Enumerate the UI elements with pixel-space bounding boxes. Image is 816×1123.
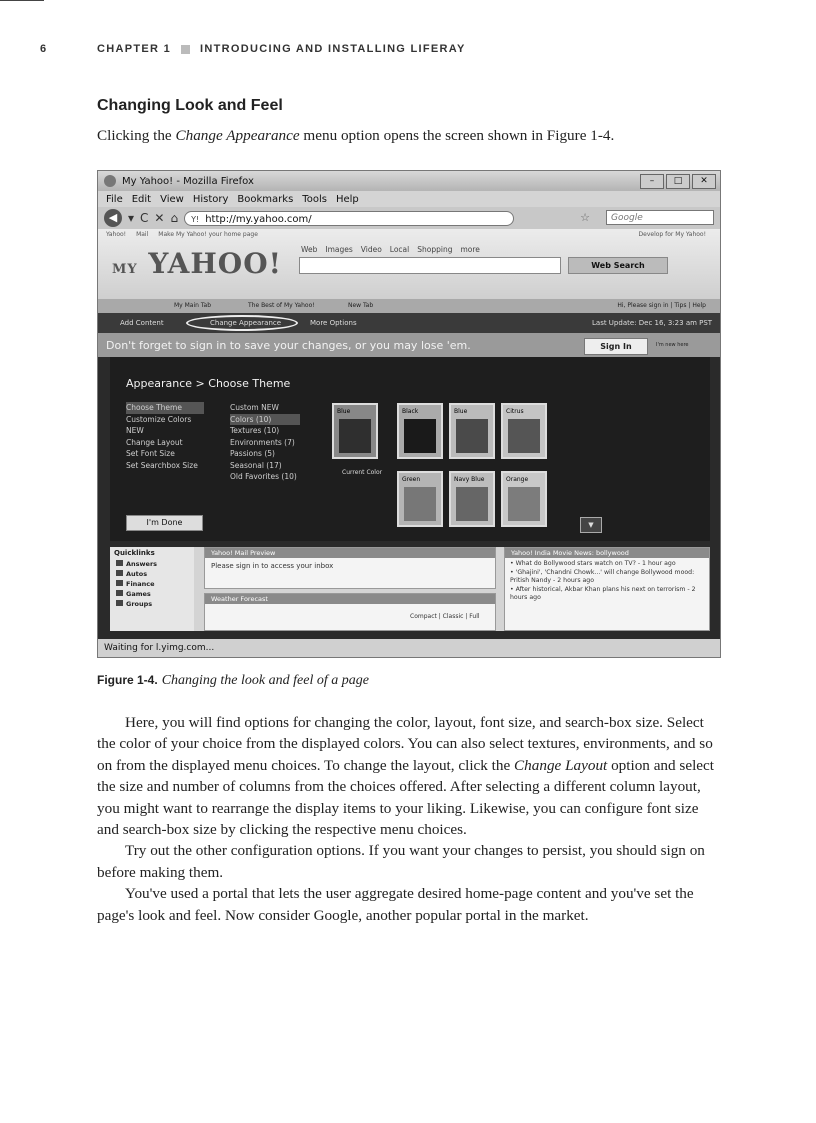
category-environments[interactable]: Environments (7) <box>230 437 295 447</box>
swatch-preview <box>508 419 540 453</box>
menu-font-size[interactable]: Set Font Size <box>126 449 175 458</box>
quicklink-groups[interactable] <box>110 599 194 609</box>
page-toolbar <box>98 313 720 333</box>
games-icon <box>116 590 123 596</box>
tab-best-of[interactable]: The Best of My Yahoo! <box>248 302 315 309</box>
swatch-navy-blue[interactable] <box>449 471 495 527</box>
minimize-button[interactable]: – <box>640 174 664 189</box>
quicklink-label: Answers <box>126 560 158 568</box>
appearance-panel <box>110 357 710 541</box>
navigation-bar <box>98 207 720 229</box>
warning-message: Don't forget to sign in to save your changes, or you may lose 'em. <box>106 339 471 352</box>
category-custom[interactable]: Custom NEW <box>230 403 279 412</box>
category-textures[interactable]: Textures (10) <box>230 426 280 435</box>
swatch-blue[interactable] <box>449 403 495 459</box>
news-item[interactable]: • What do Bollywood stars watch on TV? - 1 hour ago <box>510 560 676 567</box>
paragraph-1-emphasis: Change Layout <box>514 756 608 774</box>
weather-title: Weather Forecast <box>205 594 495 604</box>
menu-view[interactable]: View <box>160 193 184 205</box>
new-here-link[interactable]: I'm new here <box>656 342 689 348</box>
sign-in-links[interactable]: Hi, Please sign in | Tips | Help <box>617 302 706 309</box>
category-seasonal[interactable]: Seasonal (17) <box>230 460 282 470</box>
paragraph-2: Try out the other configuration options. If you want your changes to persist, you should sign on before making them. <box>97 842 705 881</box>
menu-help[interactable]: Help <box>335 193 359 205</box>
logo-text: YAHOO! <box>148 247 282 280</box>
groups-icon <box>116 600 123 606</box>
news-item[interactable]: • After historical, Akbar Khan plans his next on terrorism - 2 hours ago <box>510 585 696 601</box>
site-favicon-icon: Y! <box>191 214 200 224</box>
quicklink-label: Groups <box>126 600 153 608</box>
logo-prefix: MY <box>112 262 138 277</box>
status-bar: Waiting for l.yimg.com... <box>98 639 720 657</box>
last-update: Last Update: Dec 16, 3:23 am PST <box>592 319 713 327</box>
url-text: http://my.yahoo.com/ <box>205 213 312 225</box>
swatch-label: Navy Blue <box>454 476 485 483</box>
window-title: My Yahoo! - Mozilla Firefox <box>122 175 254 187</box>
menu-bar <box>98 191 720 207</box>
stop-icon[interactable]: ✕ <box>154 211 165 225</box>
lead-text-a: Clicking the <box>97 127 176 144</box>
firefox-icon <box>104 175 116 187</box>
mail-preview-body[interactable]: Please sign in to access your inbox <box>211 562 334 570</box>
body-text <box>97 712 719 926</box>
category-old-favorites[interactable]: Old Favorites (10) <box>230 472 297 481</box>
lead-text-b: menu option opens the screen shown in Figure 1-4. <box>299 127 615 144</box>
sign-in-button[interactable]: Sign In <box>584 338 648 355</box>
browser-search-box[interactable]: Google <box>606 210 714 225</box>
tab-my-main[interactable]: My Main Tab <box>174 302 212 309</box>
swatch-citrus[interactable] <box>501 403 547 459</box>
quicklinks-title: Quicklinks <box>114 549 155 557</box>
menu-edit[interactable]: Edit <box>131 193 152 205</box>
menu-history[interactable]: History <box>192 193 229 205</box>
section-title: Changing Look and Feel <box>97 97 283 114</box>
news-item[interactable]: • 'Ghajini', 'Chandni Chowk...' will change Bollywood mood: Pritish Nandy - 2 hours ago <box>510 568 695 584</box>
figure-screenshot <box>97 170 721 658</box>
quicklink-autos[interactable] <box>110 569 194 579</box>
top-rule <box>0 0 44 1</box>
swatch-label: Green <box>402 476 421 483</box>
category-colors[interactable]: Colors (10) <box>230 414 300 426</box>
quicklink-label: Games <box>126 590 151 598</box>
search-tab-images[interactable]: Images <box>325 245 353 254</box>
weather-view-options[interactable]: Compact | Classic | Full <box>410 613 480 620</box>
mail-preview-title: Yahoo! Mail Preview <box>205 548 495 558</box>
finance-icon <box>116 580 123 586</box>
search-tab-local[interactable]: Local <box>389 245 410 254</box>
chapter-label: CHAPTER 1 <box>97 43 172 55</box>
panel-title: Appearance > Choose Theme <box>126 377 291 390</box>
yahoo-logo <box>112 247 282 280</box>
chevron-down-icon[interactable]: ▼ <box>580 517 602 533</box>
figure-label: Figure 1-4. <box>97 673 158 687</box>
category-passions[interactable]: Passions (5) <box>230 449 275 458</box>
theme-categories <box>230 402 300 483</box>
maximize-button[interactable]: □ <box>666 174 690 189</box>
swatch-label: Citrus <box>506 408 524 415</box>
swatch-label: Blue <box>454 408 468 415</box>
menu-customize-colors[interactable]: Customize Colors NEW <box>126 414 192 435</box>
quicklinks-module <box>110 547 194 631</box>
menu-file[interactable]: File <box>106 193 123 205</box>
menu-choose-theme[interactable]: Choose Theme <box>126 402 204 414</box>
menu-bookmarks[interactable]: Bookmarks <box>237 193 294 205</box>
page-tabs <box>98 299 720 313</box>
quicklink-label: Finance <box>126 580 155 588</box>
search-tab-video[interactable]: Video <box>360 245 382 254</box>
swatch-preview <box>508 487 540 521</box>
quicklink-games[interactable] <box>110 589 194 599</box>
mail-preview-module <box>204 547 496 589</box>
swatch-label: Orange <box>506 476 529 483</box>
search-tab-more[interactable]: more <box>460 245 480 254</box>
url-bar[interactable] <box>184 211 514 226</box>
header-square-icon <box>181 45 190 54</box>
home-icon[interactable]: ⌂ <box>170 211 179 225</box>
reload-icon[interactable]: C <box>140 211 149 225</box>
weather-module <box>204 593 496 631</box>
chapter-title: INTRODUCING AND INSTALLING LIFERAY <box>200 43 466 55</box>
paragraph-1-a: Here, you will find options for changing the color, layout, font size, and search-box size. Select the color of your choice from the displayed colors. You can also select textures, environments, and so on from the displayed menu choices. To change the layout, click the <box>97 714 713 774</box>
paragraph-3: You've used a portal that lets the user aggregate desired home-page content and you've set the page's look and feel. Now consider Google, another popular portal in the market. <box>97 885 694 924</box>
figure-caption <box>97 673 369 689</box>
menu-tools[interactable]: Tools <box>302 193 327 205</box>
back-icon[interactable]: ◀ <box>104 209 122 227</box>
figure-caption-text: Changing the look and feel of a page <box>161 673 369 688</box>
link-make-home[interactable]: Make My Yahoo! your home page <box>158 231 258 238</box>
swatch-current-blue[interactable] <box>332 403 378 459</box>
swatch-orange[interactable] <box>501 471 547 527</box>
history-dropdown-icon[interactable]: ▾ <box>128 211 135 225</box>
movie-news-list <box>505 558 709 605</box>
im-done-button[interactable]: I'm Done <box>126 515 203 531</box>
answers-icon <box>116 560 123 566</box>
search-tab-shopping[interactable]: Shopping <box>417 245 453 254</box>
yahoo-page <box>98 229 720 639</box>
swatch-preview <box>339 419 371 453</box>
close-button[interactable]: ✕ <box>692 174 716 189</box>
swatch-black[interactable] <box>397 403 443 459</box>
tab-new[interactable]: New Tab <box>348 302 374 309</box>
quicklink-finance[interactable] <box>110 579 194 589</box>
change-appearance-button[interactable]: Change Appearance <box>210 319 282 327</box>
swatch-preview <box>404 419 436 453</box>
lead-paragraph <box>97 127 614 145</box>
car-icon <box>116 570 123 576</box>
paragraph-1 <box>97 712 719 840</box>
swatch-label: Black <box>402 408 419 415</box>
yahoo-header <box>98 229 720 299</box>
more-options-button[interactable]: More Options <box>310 319 357 327</box>
paragraph-1-b: option and select the size and number of columns from the choices offered. After selecting a different column layout, you might want to rearrange the display items to your liking. Likewise, you can configure font size and search-box size by clicking the respective menu choices. <box>97 756 714 839</box>
quicklink-label: Autos <box>126 570 148 578</box>
search-tab-web[interactable]: Web <box>301 245 318 254</box>
page-number: 6 <box>40 43 48 55</box>
swatch-preview <box>404 487 436 521</box>
menu-change-layout[interactable]: Change Layout <box>126 437 183 447</box>
menu-searchbox-size[interactable]: Set Searchbox Size <box>126 460 198 470</box>
movie-news-title: Yahoo! India Movie News: bollywood <box>505 548 709 558</box>
warning-bar <box>98 333 720 357</box>
quicklink-answers[interactable] <box>110 559 194 569</box>
add-content-button[interactable]: Add Content <box>120 319 164 327</box>
swatch-preview <box>456 419 488 453</box>
content-modules <box>110 547 710 631</box>
running-header <box>40 43 466 55</box>
web-search-button[interactable]: Web Search <box>568 257 668 274</box>
link-develop[interactable]: Develop for My Yahoo! <box>638 231 706 238</box>
window-titlebar <box>98 171 720 191</box>
swatch-green[interactable] <box>397 471 443 527</box>
link-mail[interactable]: Mail <box>136 231 149 238</box>
highlight-oval <box>186 315 298 331</box>
yahoo-search-input[interactable] <box>299 257 561 274</box>
swatch-label: Blue <box>337 408 351 415</box>
link-yahoo[interactable]: Yahoo! <box>106 231 127 238</box>
movie-news-module <box>504 547 710 631</box>
current-color-label: Current Color <box>342 469 383 476</box>
swatch-preview <box>456 487 488 521</box>
bookmark-star-icon[interactable]: ☆ <box>580 211 590 224</box>
appearance-menu <box>126 402 204 471</box>
lead-emphasis: Change Appearance <box>175 127 300 144</box>
